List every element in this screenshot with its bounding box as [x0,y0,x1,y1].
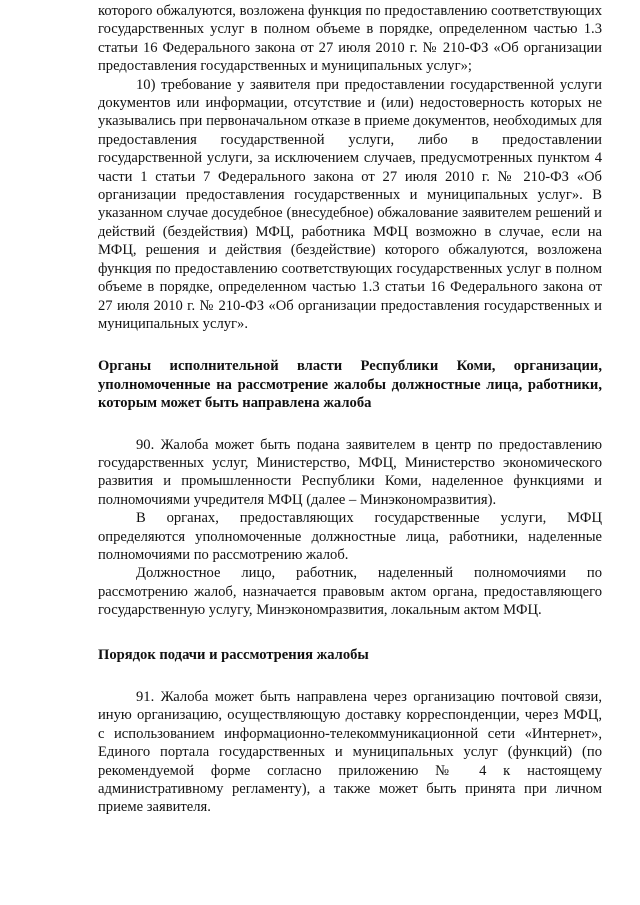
paragraph-90: 90. Жалоба может быть подана заявителем в центр по предоставлению государственных услуг, Министерство, МФЦ, Министерство экономического развития и промышленности Республики Коми, наделенное функциями и полномочиями учредителя МФЦ (далее – Минэкономразвития). [98,436,602,508]
spacer [98,413,602,436]
paragraph-91: 91. Жалоба может быть направлена через организацию почтовой связи, иную организацию, осуществляющую доставку корреспонденции, через МФЦ, с использованием информационно-телекоммуникационной сети «Интернет», Единого портала государственных и муниципальных услуг (функций) (по рекомендуемой форме согласно приложению № 4 к настоящему административному регламенту), а также может быть принята при личном приеме заявителя. [98,689,602,816]
paragraph-official-appointment: Должностное лицо, работник, наделенный полномочиями по рассмотрению жалоб, назначается правовым актом органа, предоставляющего государственную услугу, Минэкономразвития, локальным актом МФЦ. [98,565,602,619]
spacer [98,620,602,646]
paragraph-continuation: которого обжалуются, возложена функция по предоставлению соответствующих государственных услуг в полном объеме в порядке, определенном частью 1.3 статьи 16 Федерального закона от 27 июля 2010 г. № 210-ФЗ «Об организации предоставления государственных и муниципальных услуг»; [98,3,602,75]
paragraph-authorized-officials: В органах, предоставляющих государственные услуги, МФЦ определяются уполномоченные должностные лица, работники, наделенные полномочиями по рассмотрению жалоб. [98,510,602,563]
section-heading-procedure: Порядок подачи и рассмотрения жалобы [98,646,369,663]
spacer [98,664,602,688]
section-heading-bodies: Органы исполнительной власти Республики Коми, организации, уполномоченные на рассмотрение жалобы должностные лица, работники, которым может быть направлена жалоба [98,358,602,412]
paragraph-item-10: 10) требование у заявителя при предоставлении государственной услуги документов или информации, отсутствие и (или) недостоверность которых не указывались при первоначальном отказе в приеме документов, необходимых для предоставления государственной услуги, либо в предоставлении государственной услуги, за исключением случаев, предусмотренных пунктом 4 части 1 статьи 7 Федерального закона от 27 июля 2010 г. № 210-ФЗ «Об организации предоставления государственных и муниципальных услуг». В указанном случае досудебное (внесудебное) обжалование заявителем решений и действий (бездействия) МФЦ, работника МФЦ возможно в случае, если на МФЦ, решения и действия (бездействие) которого обжалуются, возложена функция по предоставлению соответствующих государственных услуг в полном объеме в порядке, определенном частью 1.3 статьи 16 Федерального закона от 27 июля 2010 г. № 210-ФЗ «Об организации предоставления государственных и муниципальных услуг». [98,76,602,332]
spacer [98,333,602,357]
